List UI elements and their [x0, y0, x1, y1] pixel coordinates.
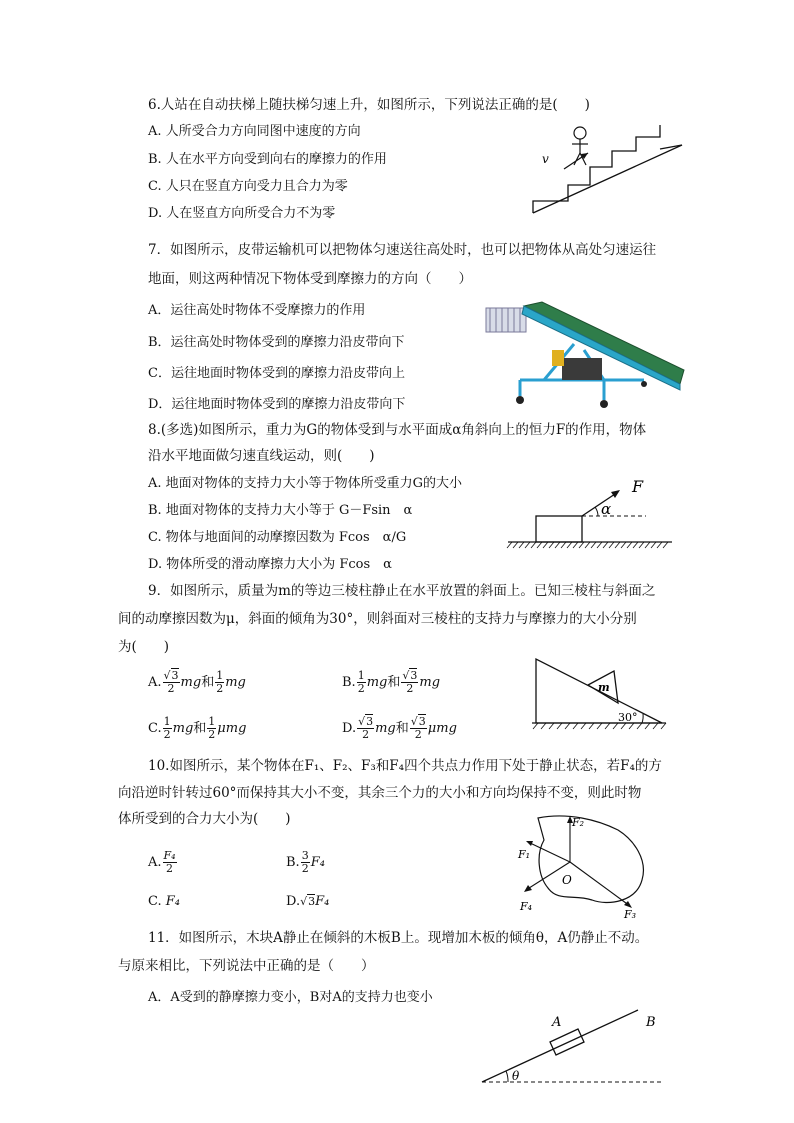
q8-option-a: A. 地面对物体的支持力大小等于物体所受重力G的大小	[148, 476, 463, 491]
force-f2-label: F₂	[572, 816, 585, 829]
force-f4-label: F₄	[520, 900, 533, 913]
q7-stem-line1: 7．如图所示，皮带运输机可以把物体匀速送往高处时，也可以把物体从高处匀速运往	[148, 242, 657, 258]
concurrent-forces-figure	[508, 810, 658, 922]
incline-angle-label: 30°	[618, 711, 638, 724]
option-letter: C.	[148, 894, 162, 909]
q8-stem-line2: 沿水平地面做匀速直线运动，则( )	[148, 448, 375, 464]
q10-stem-line3: 体所受到的合力大小为( )	[118, 811, 291, 827]
option-letter: B.	[342, 675, 356, 690]
q8-option-d: D. 物体所受的滑动摩擦力大小为 Fcos α	[148, 557, 392, 572]
q9-stem-line2: 间的动摩擦因数为μ，斜面的倾角为30°，则斜面对三棱柱的支持力与摩擦力的大小分别	[118, 611, 637, 627]
q10-stem-line2: 向沿逆时针转过60°而保持其大小不变，其余三个力的大小和方向均保持不变，则此时物	[118, 785, 642, 801]
option-letter: D.	[286, 894, 301, 909]
option-letter: D.	[342, 721, 357, 736]
q6-option-a: A. 人所受合力方向同图中速度的方向	[148, 124, 361, 139]
q9-option-d: D. $\frac{√3}{2}$ mg和 $\frac{√3}{2}$ μmg	[342, 715, 457, 741]
q7-option-a: A．运往高处时物体不受摩擦力的作用	[148, 303, 366, 318]
option-letter: A.	[148, 675, 162, 690]
angle-label: α	[601, 500, 612, 518]
q11-stem-line1: 11．如图所示，木块A静止在倾斜的木板B上。现增加木板的倾角θ，A仍静止不动。	[148, 930, 649, 946]
q7-option-c: C．运往地面时物体受到的摩擦力沿皮带向上	[148, 366, 405, 381]
q8-option-c: C. 物体与地面间的动摩擦因数为 Fcos α/G	[148, 530, 407, 545]
q7-option-d: D．运往地面时物体受到的摩擦力沿皮带向下	[148, 397, 406, 412]
conveyor-belt-picture	[484, 300, 694, 412]
q10-option-c: C. F₄	[148, 894, 180, 909]
q6-option-d: D. 人在竖直方向所受合力不为零	[148, 206, 336, 221]
q9-option-b: B. $\frac{1}{2}$ mg和 $\frac{√3}{2}$ mg	[342, 669, 441, 695]
q8-stem-line1: 8.(多选)如图所示，重力为G的物体受到与水平面成α角斜向上的恒力F的作用，物体	[148, 422, 647, 438]
q9-stem-line1: 9．如图所示，质量为m的等边三棱柱静止在水平放置的斜面上。已知三棱柱与斜面之	[148, 583, 656, 599]
option-letter: A.	[148, 855, 162, 870]
theta-label: θ	[512, 1069, 520, 1083]
q9-option-c: C. $\frac{1}{2}$ mg和 $\frac{1}{2}$ μmg	[148, 715, 247, 741]
q11-stem-line2: 与原来相比，下列说法中正确的是（ ）	[118, 958, 375, 974]
escalator-figure	[530, 125, 690, 217]
q7-option-b: B．运往高处时物体受到的摩擦力沿皮带向下	[148, 335, 405, 350]
q9-stem-line3: 为( )	[118, 639, 170, 655]
q9-option-a: A. $\frac{√3}{2}$ mg和 $\frac{1}{2}$ mg	[148, 669, 246, 695]
mass-label: m	[598, 681, 610, 694]
velocity-label: v	[542, 152, 549, 166]
q6-option-c: C. 人只在竖直方向受力且合力为零	[148, 179, 348, 194]
q7-stem-line2: 地面，则这两种情况下物体受到摩擦力的方向（ ）	[148, 271, 472, 287]
q6-option-b: B. 人在水平方向受到向右的摩擦力的作用	[148, 152, 387, 167]
force-label: F	[632, 477, 644, 496]
incline-prism-figure	[530, 655, 670, 733]
origin-label: O	[562, 873, 572, 887]
board-b-label: B	[646, 1015, 656, 1030]
q10-option-d: D.√3F₄	[286, 894, 330, 909]
q10-option-a: A. $\frac{\text{F₄}}{2}$	[148, 849, 176, 875]
q11-option-a: A．A受到的静摩擦力变小，B对A的支持力也变小	[148, 990, 433, 1005]
block-force-figure	[506, 474, 676, 554]
q10-option-b: B. $\frac{3}{2}$ F₄	[286, 849, 325, 875]
block-a-label: A	[552, 1015, 562, 1030]
q6-stem: 6.人站在自动扶梯上随扶梯匀速上升，如图所示，下列说法正确的是( )	[148, 97, 590, 113]
q8-option-b: B. 地面对物体的支持力大小等于 G－Fsin α	[148, 503, 413, 518]
q10-stem-line1: 10.如图所示，某个物体在F₁、F₂、F₃和F₄四个共点力作用下处于静止状态，若F₄的方	[148, 758, 662, 774]
option-letter: C.	[148, 721, 162, 736]
option-letter: B.	[286, 855, 300, 870]
force-f3-label: F₃	[624, 908, 637, 921]
force-f1-label: F₁	[518, 848, 531, 861]
tilted-board-figure	[480, 1004, 670, 1086]
